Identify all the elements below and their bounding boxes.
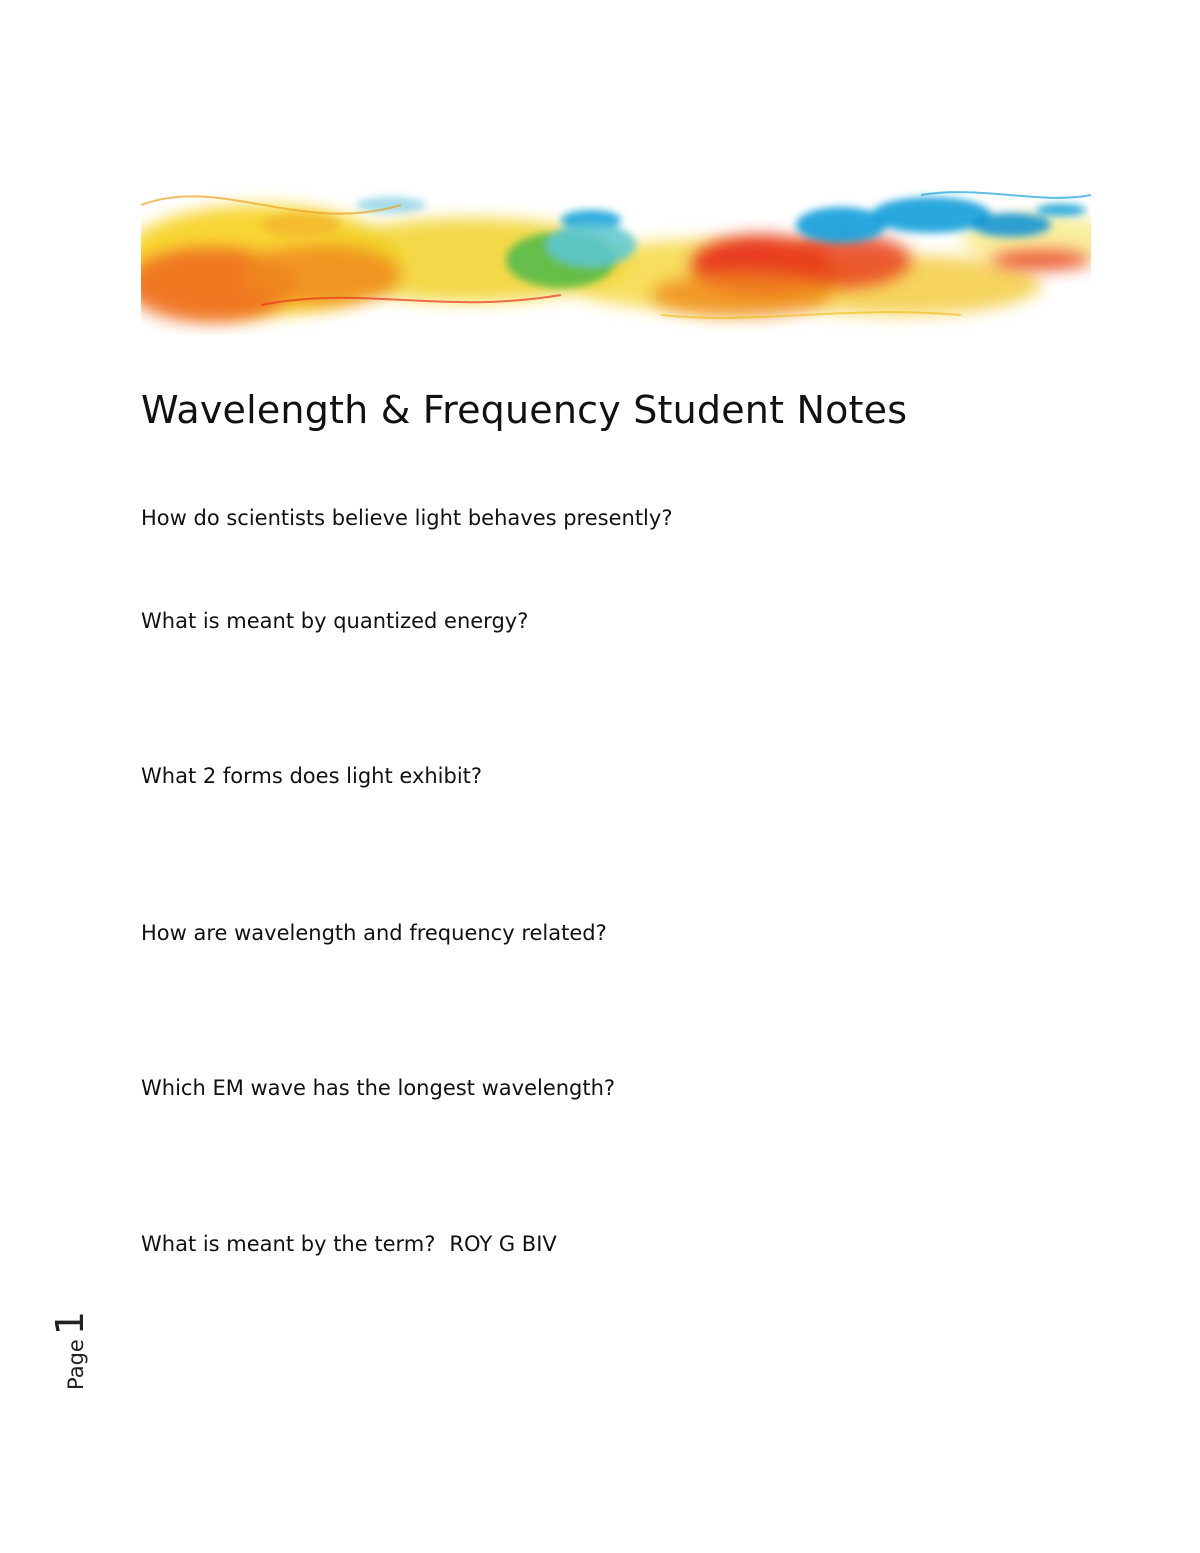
question-2: What is meant by quantized energy? <box>141 609 529 633</box>
question-6-term: ROY G BIV <box>449 1232 557 1256</box>
page-number-footer <box>48 1311 92 1390</box>
page-number: 1 <box>48 1310 92 1336</box>
question-5: Which EM wave has the longest wavelength? <box>141 1076 616 1100</box>
ink-cloud-icon <box>141 165 1091 335</box>
document-title: Wavelength & Frequency Student Notes <box>141 388 908 432</box>
page-label: Page <box>64 1339 88 1390</box>
question-1: How do scientists believe light behaves presently? <box>141 506 673 530</box>
ink-cloud-banner-image <box>141 165 1091 335</box>
question-3: What 2 forms does light exhibit? <box>141 764 483 788</box>
question-6 <box>141 1232 557 1256</box>
question-4: How are wavelength and frequency related? <box>141 921 607 945</box>
question-6-text: What is meant by the term? <box>141 1232 436 1256</box>
